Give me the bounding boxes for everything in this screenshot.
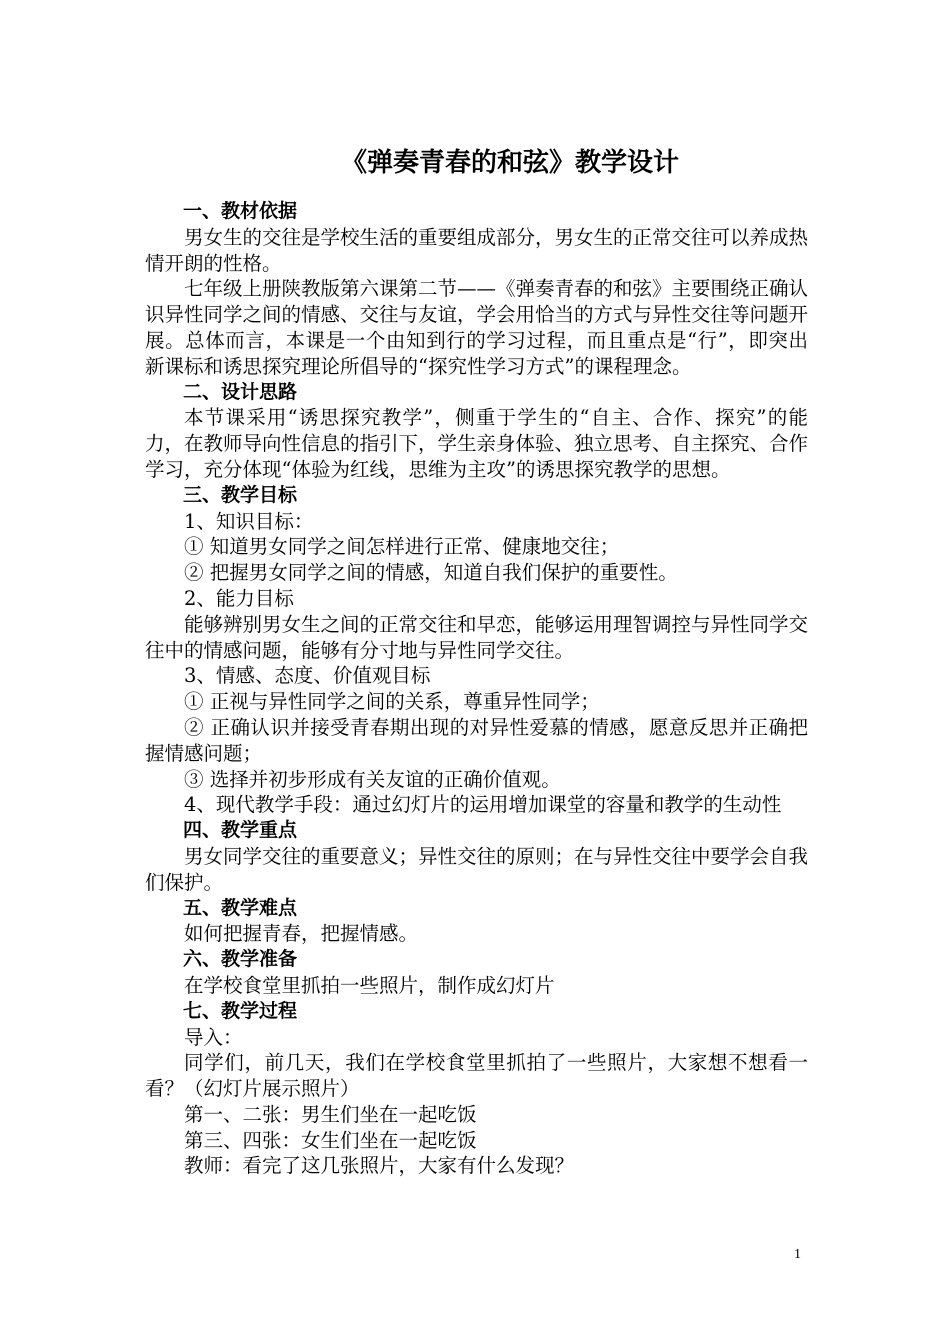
section-heading: 四、教学重点	[183, 819, 298, 842]
body-paragraph: 1、知识目标：	[184, 509, 314, 533]
body-paragraph: 教师：看完了这几张照片，大家有什么发现？	[184, 1154, 575, 1178]
body-paragraph: 男女同学交往的重要意义；异性交往的原则；在与异性交往中要学会自我们保护。	[145, 844, 809, 894]
body-paragraph: 七年级上册陕教版第六课第二节——《弹奏青春的和弦》主要围绕正确认识异性同学之间的情感、交往与友谊，学会用恰当的方式与异性交往等问题开展。总体而言，本课是一个由知到行的学习过程，而且重点是“行”，即突出新课标和诱思探究理论所倡导的“探究性学习方式”的课程理念。	[145, 277, 809, 378]
body-paragraph: ③ 选择并初步形成有关友谊的正确价值观。	[184, 767, 561, 791]
document-body	[145, 199, 808, 1179]
body-paragraph: 能够辨别男女生之间的正常交往和早恋，能够运用理智调控与异性同学交往中的情感问题，能够有分寸地与异性同学交往。	[145, 612, 809, 662]
body-paragraph: 导入：	[184, 1025, 243, 1049]
section-heading: 一、教材依据	[183, 200, 298, 222]
body-paragraph: 男女生的交往是学校生活的重要组成部分，男女生的正常交往可以养成热情开朗的性格。	[145, 225, 809, 275]
document-title: 《弹奏青春的和弦》教学设计	[340, 148, 679, 178]
body-paragraph: 第一、二张：男生们坐在一起吃饭	[184, 1102, 477, 1126]
section-heading: 三、教学目标	[183, 483, 298, 506]
section-heading: 六、教学准备	[183, 948, 298, 971]
body-paragraph: ① 正视与异性同学之间的关系，尊重异性同学；	[184, 690, 600, 714]
page-number: 1	[794, 1247, 801, 1262]
body-paragraph: 第三、四张：女生们坐在一起吃饭	[184, 1128, 477, 1152]
body-paragraph: 如何把握青春，把握情感。	[184, 922, 419, 946]
body-paragraph: 4、现代教学手段：通过幻灯片的运用增加课堂的容量和教学的生动性	[184, 793, 782, 817]
section-heading: 二、设计思路	[183, 380, 298, 403]
body-paragraph: ② 把握男女同学之间的情感，知道自我们保护的重要性。	[184, 561, 678, 585]
section-heading: 五、教学难点	[183, 896, 298, 919]
body-paragraph: ② 正确认识并接受青春期出现的对异性爱慕的情感，愿意反思并正确把握情感问题；	[145, 715, 808, 765]
body-paragraph: 在学校食堂里抓拍一些照片，制作成幻灯片	[184, 973, 555, 997]
body-paragraph: 3、情感、态度、价值观目标	[184, 664, 431, 688]
body-paragraph: 2、能力目标	[184, 586, 294, 610]
section-heading: 七、教学过程	[183, 999, 298, 1022]
body-paragraph: 同学们，前几天，我们在学校食堂里抓拍了一些照片，大家想不想看一看？（幻灯片展示照片）	[145, 1051, 808, 1101]
body-paragraph: 本节课采用“诱思探究教学”，侧重于学生的“自主、合作、探究”的能力，在教师导向性信息的指引下，学生亲身体验、独立思考、自主探究、合作学习，充分体现“体验为红线，思维为主攻”的诱思探究教学的思想。	[145, 406, 809, 481]
body-paragraph: ① 知道男女同学之间怎样进行正常、健康地交往；	[184, 535, 620, 559]
